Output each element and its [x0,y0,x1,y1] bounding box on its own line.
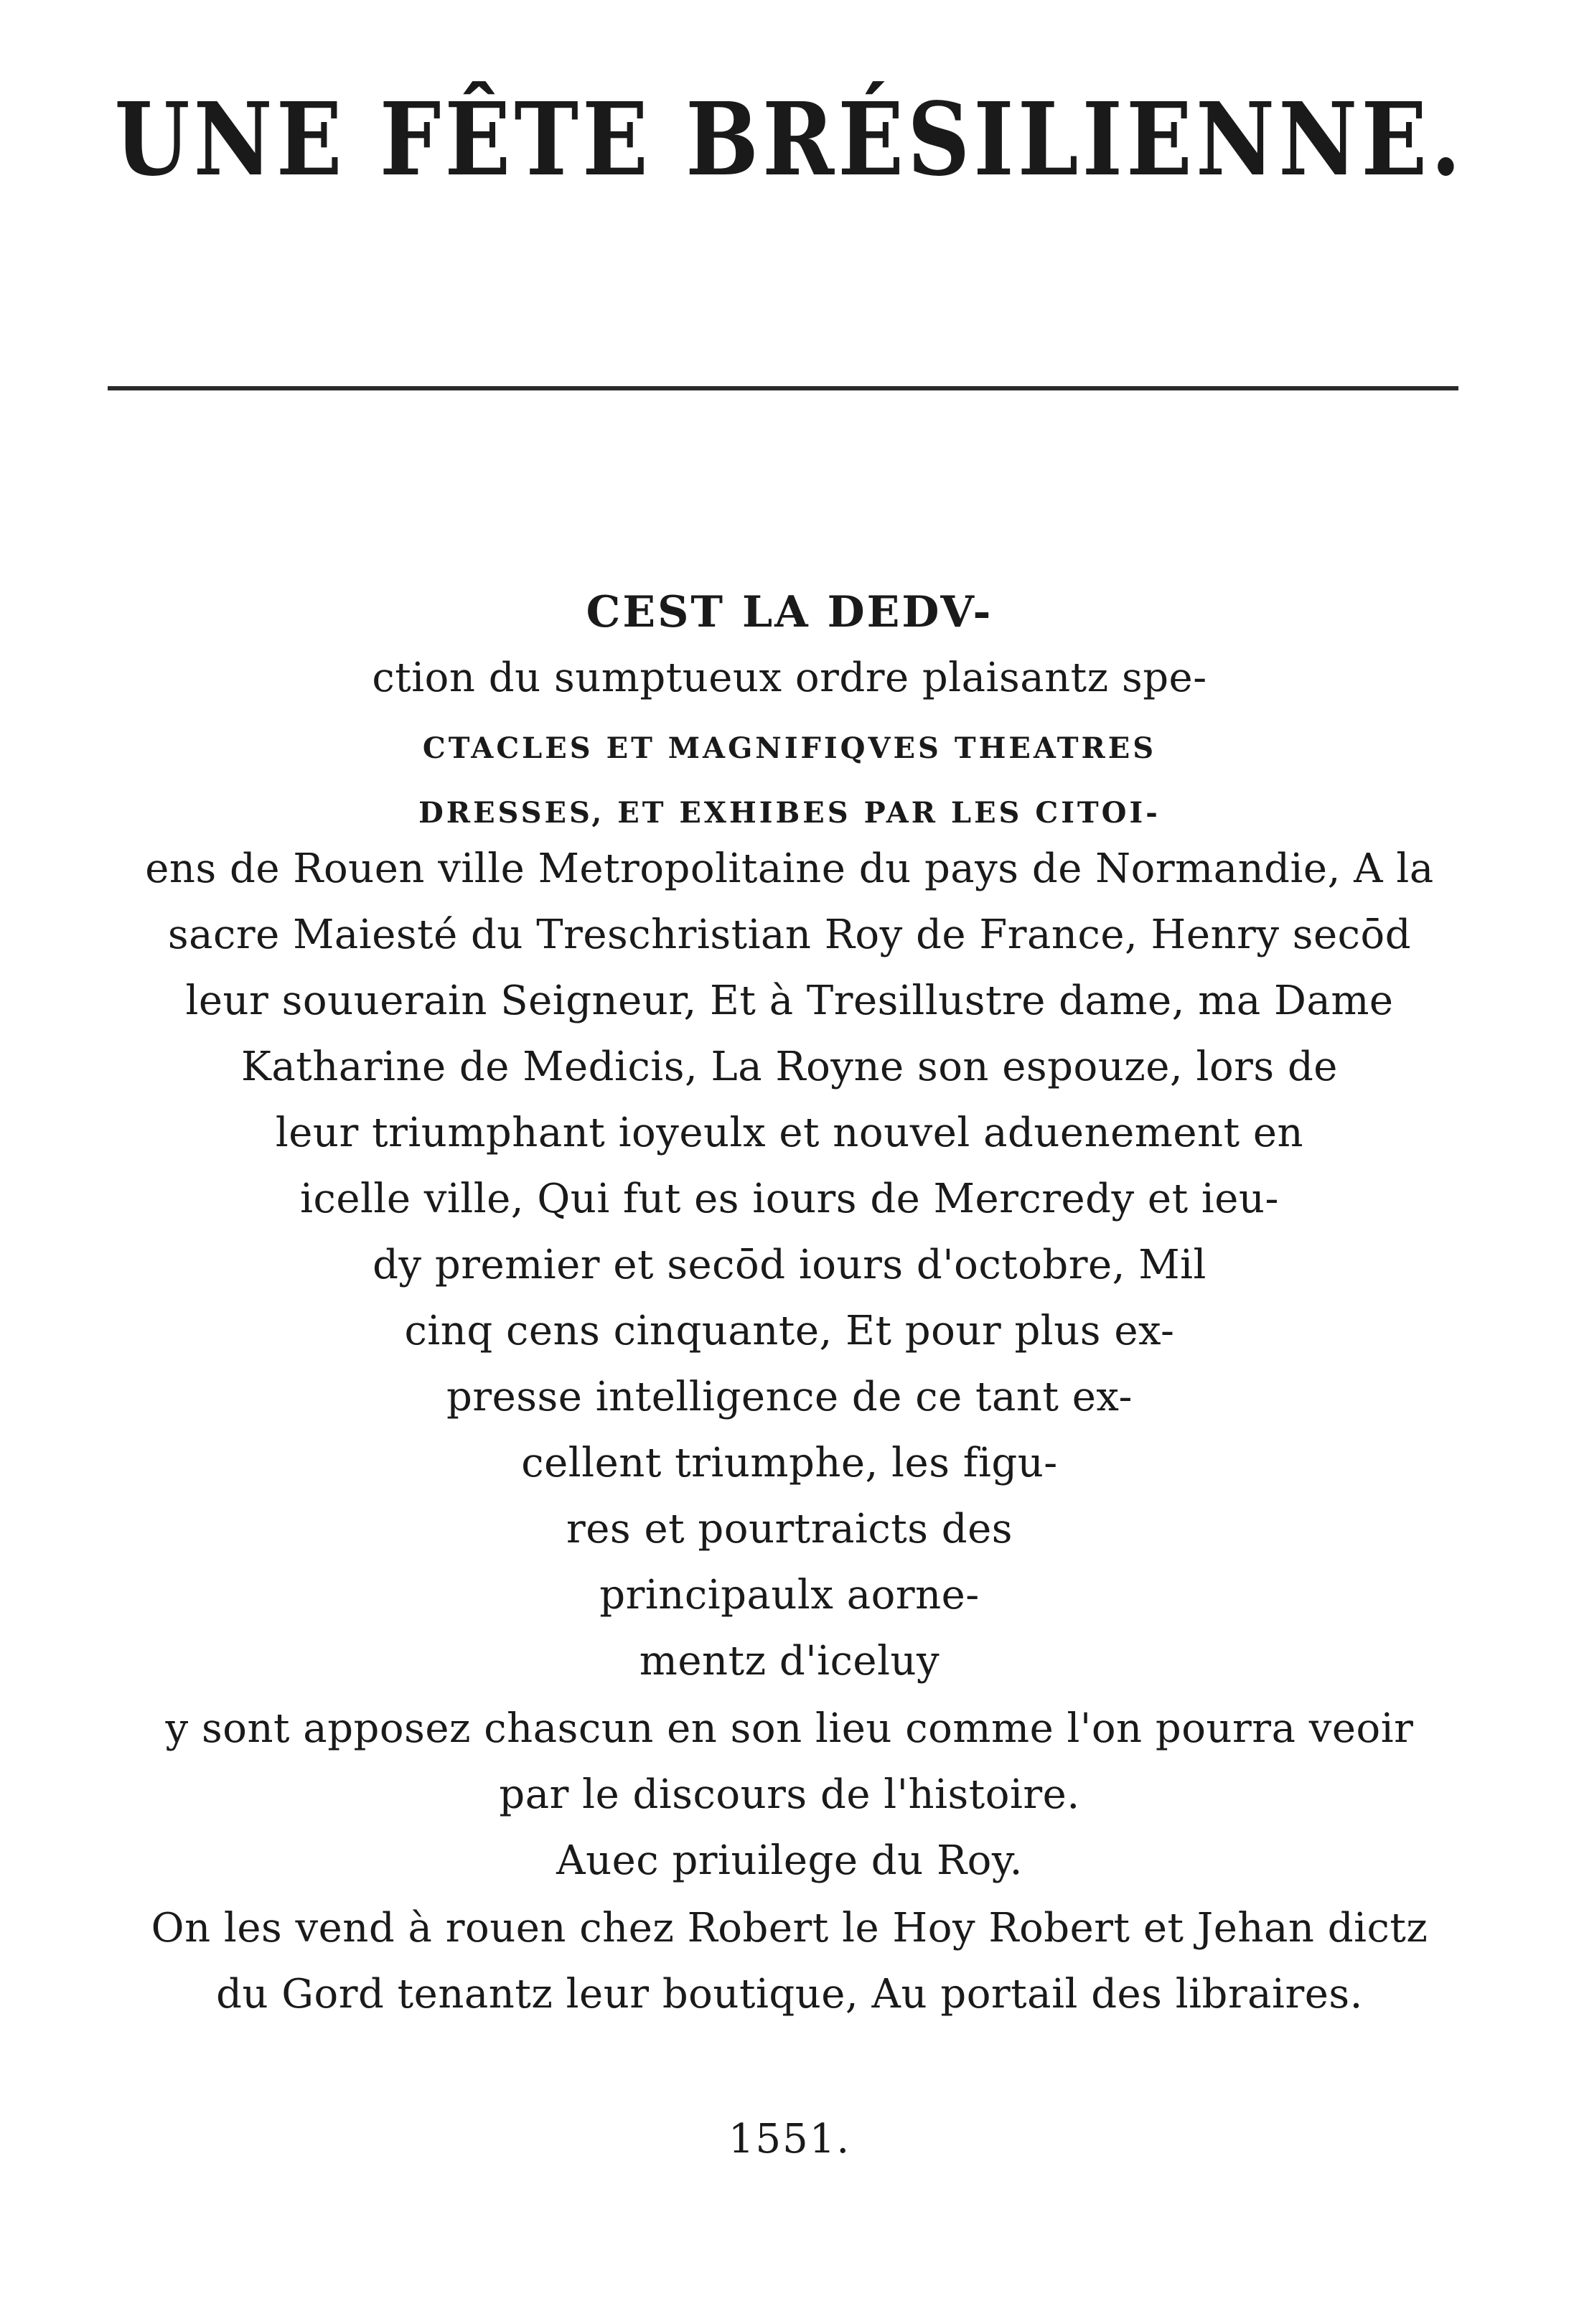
title-page-line-1: CEST LA DEDV- [586,587,993,637]
title-page-line-3: CTACLES ET MAGNIFIQVES THEATRES [422,731,1157,765]
title-page-line-5: ens de Rouen ville Metropolitaine du pays de Normandie, A la [145,845,1434,892]
title-page-line-20: Auec priuilege du Roy. [556,1837,1023,1884]
title-page-line-13: presse intelligence de ce tant ex- [446,1374,1133,1420]
title-page-line-7: leur souuerain Seigneur, Et à Tresillustre dame, ma Dame [185,978,1394,1024]
title-page-line-4: DRESSES, ET EXHIBES PAR LES CITOI- [418,796,1161,830]
title-page-line-10: icelle ville, Qui fut es iours de Mercredy et ieu- [300,1176,1279,1222]
title-page-line-15: res et pourtraicts des [566,1506,1013,1552]
publication-year: 1551. [728,2116,851,2163]
title-page-line-14: cellent triumphe, les figu- [521,1440,1058,1486]
title-page-line-9: leur triumphant ioyeulx et nouvel aduenement en [275,1110,1304,1156]
title-page-line-17: mentz d'iceluy [639,1638,940,1685]
horizontal-rule [108,386,1458,390]
title-page-line-16: principaulx aorne- [599,1572,980,1618]
title-page-line-6: sacre Maiesté du Treschristian Roy de France, Henry secōd [167,912,1412,958]
page-title: UNE FÊTE BRÉSILIENNE. [114,81,1465,199]
title-page-line-12: cinq cens cinquante, Et pour plus ex- [404,1308,1175,1354]
title-page-line-22: du Gord tenantz leur boutique, Au portail des libraires. [216,1971,1363,2018]
title-page-line-11: dy premier et secōd iours d'octobre, Mil [373,1242,1206,1288]
title-page-line-2: ction du sumptueux ordre plaisantz spe- [372,655,1207,701]
title-page-line-19: par le discours de l'histoire. [499,1771,1080,1818]
title-page-line-8: Katharine de Medicis, La Royne son espouze, lors de [241,1044,1338,1090]
title-page-line-21: On les vend à rouen chez Robert le Hoy Robert et Jehan dictz [151,1905,1428,1951]
title-page-line-18: y sont apposez chascun en son lieu comme l'on pourra veoir [165,1705,1414,1752]
